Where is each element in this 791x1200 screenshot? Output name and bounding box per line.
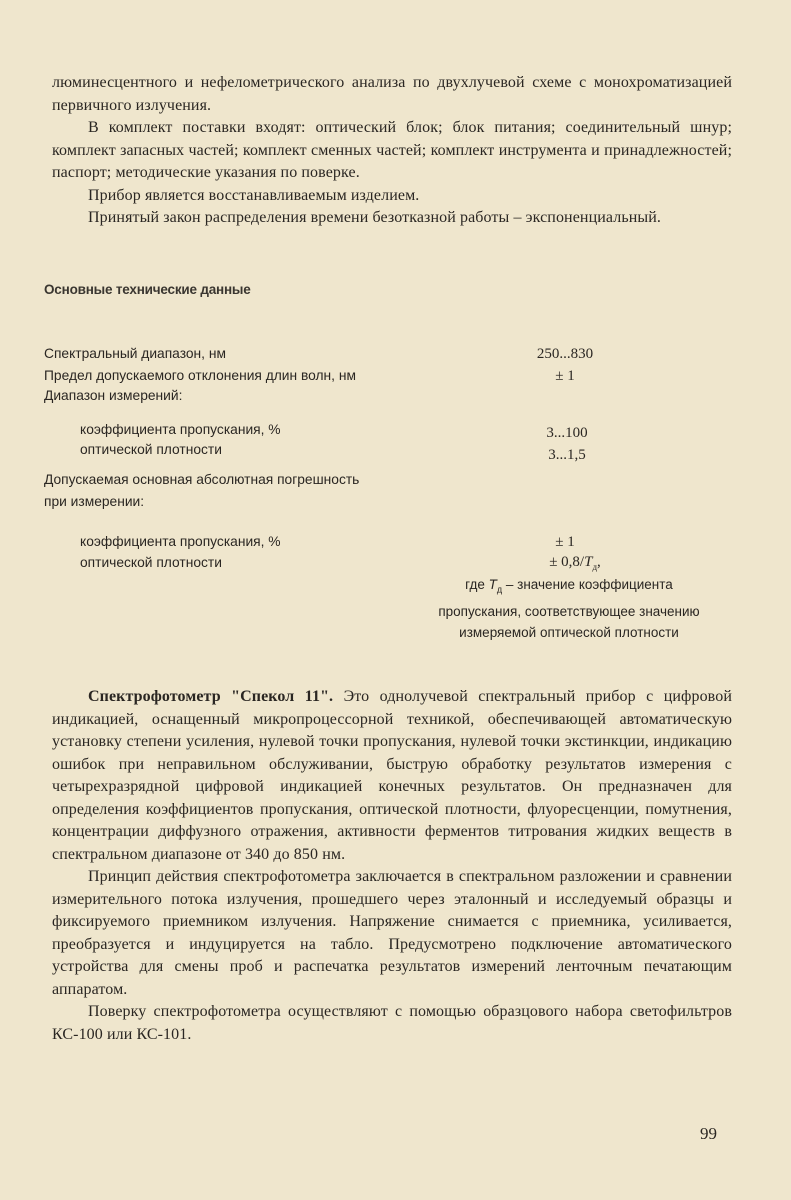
intro-paragraph-2: В комплект поставки входят: оптический блок; блок питания; соединительный шнур; комплект запасных частей; комплект сменных частей; комплект инструмента и принадлежностей; паспорт; методические указания по поверке. xyxy=(52,119,732,181)
spec-error-density-label: оптической плотности xyxy=(80,555,222,570)
spec-error-label-line2: при измерении: xyxy=(44,494,145,509)
spekol-title: Спектрофотометр "Спекол 11". xyxy=(88,688,334,705)
spec-measurement-range-label: Диапазон измерений: xyxy=(44,388,183,403)
spec-density-value: 3...1,5 xyxy=(548,447,586,463)
spec-range-value: 250...830 xyxy=(536,346,594,362)
spec-wavelength-value: ± 1 xyxy=(555,368,575,384)
intro-paragraph-3: Прибор является восстанавливаемым изделием. xyxy=(88,186,420,204)
intro-paragraph-1: люминесцентного и нефелометрического анализа по двухлучевой схеме с монохроматизацией первичного излучения. xyxy=(52,74,732,114)
spec-error-transmission-value: ± 1 xyxy=(555,534,575,550)
spec-error-density-value: ± $0,8/T_д$, xyxy=(549,554,601,572)
intro-section xyxy=(52,72,732,230)
spec-density-label: оптической плотности xyxy=(80,442,222,457)
specs-heading: Основные технические данные xyxy=(44,282,251,297)
spec-transmission-value: 3...100 xyxy=(546,425,588,441)
spec-range-label: Спектральный диапазон, нм xyxy=(44,346,226,361)
spec-error-label-line1: Допускаемая основная абсолютная погрешность xyxy=(44,472,360,487)
spekol-paragraph-3: Поверку спектрофотометра осуществляют с помощью образцового набора светофильтров КС-100 или КС-101. xyxy=(52,1003,732,1043)
spec-note: где $T_д$ – значение коэффициента пропускания, соответствующее значению измеряемой оптической плотности xyxy=(438,577,700,640)
spekol-section xyxy=(52,686,732,1046)
spekol-paragraph-2: Принцип действия спектрофотометра заключается в спектральном разложении и сравнении измерительного потока излучения, прошедшего через эталонный и исследуемый образцы и фиксируемого приемником излучения. Напряжение снимается с приемника, усиливается, преобразуется и индуцируется на табло. Предусмотрено подключение автоматического устройства для смены проб и распечатка результатов измерений ленточным печатающим аппаратом. xyxy=(52,868,732,998)
spec-error-transmission-label: коэффициента пропускания, % xyxy=(80,534,281,549)
spec-wavelength-label: Предел допускаемого отклонения длин волн, нм xyxy=(44,368,356,383)
page-number: 99 xyxy=(700,1124,717,1143)
spekol-paragraph-1: Спектрофотометр "Спекол 11". Это однолучевой спектральный прибор с цифровой индикацией, оснащенный микропроцессорной техникой, обеспечивающей автоматическую установку степени усиления, нулевой точки пропускания, нулевой точки экстинкции, индикацию ошибок при неправильном обслуживании, быструю обработку результатов измерения с четырехразрядной цифровой индикацией конечных результатов. Он предназначен для определения коэффициентов пропускания, оптической плотности, флуоресценции, помутнения, концентрации диффузного отражения, активности ферментов титрования жидких веществ в спектральном диапазоне от 340 до 850 нм. xyxy=(52,688,732,863)
intro-paragraph-4: Принятый закон распределения времени безотказной работы – экспоненциальный. xyxy=(88,209,662,226)
spec-transmission-label: коэффициента пропускания, % xyxy=(80,422,281,437)
